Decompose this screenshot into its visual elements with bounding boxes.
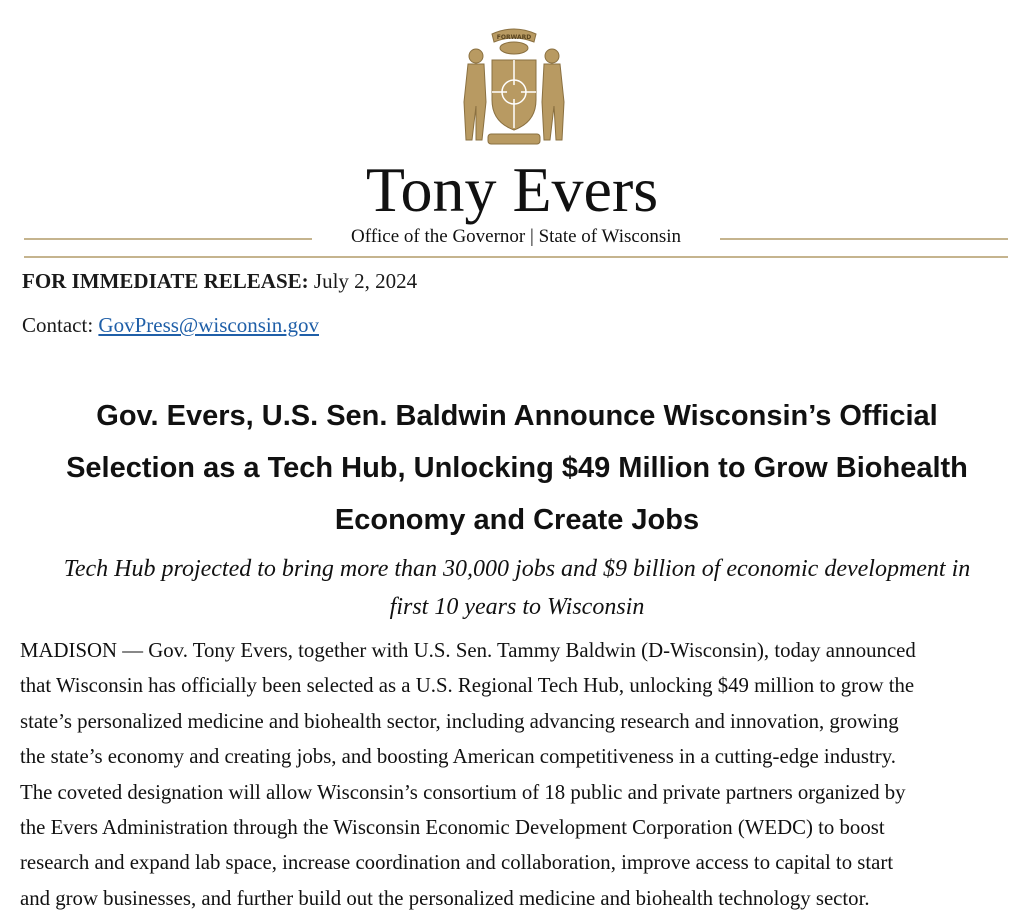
contact-email-link[interactable]: GovPress@wisconsin.gov (98, 313, 319, 337)
release-line (22, 266, 417, 296)
headline-line: Selection as a Tech Hub, Unlocking $49 Million to Grow Biohealth (66, 452, 968, 484)
letterhead (0, 0, 1024, 262)
body-line: MADISON — Gov. Tony Evers, together with U.S. Sen. Tammy Baldwin (D-Wisconsin), today announced (20, 639, 916, 662)
release-label: FOR IMMEDIATE RELEASE: (22, 269, 309, 293)
gold-divider-full (24, 256, 1008, 258)
body-line: the Evers Administration through the Wisconsin Economic Development Corporation (WEDC) to boost (20, 816, 885, 840)
body-paragraph (20, 633, 1010, 916)
headline-line: Gov. Evers, U.S. Sen. Baldwin Announce Wisconsin’s Official (96, 400, 938, 432)
subheadline-line: first 10 years to Wisconsin (389, 594, 645, 620)
contact-line (22, 310, 319, 340)
headline-line: Economy and Create Jobs (334, 504, 700, 536)
subheadline (20, 550, 1014, 626)
office-subtitle: Office of the Governor | State of Wisconsin (350, 226, 681, 247)
body-line: state’s personalized medicine and biohealth sector, including advancing research and innovation, growing (20, 709, 899, 733)
body-line: research and expand lab space, increase coordination and collaboration, improve access to capital to start (20, 851, 894, 875)
gold-divider-right (720, 238, 1008, 240)
wisconsin-seal-icon (448, 22, 580, 160)
body-line: The coveted designation will allow Wisconsin’s consortium of 18 public and private partners organized by (20, 780, 906, 804)
governor-name: Tony Evers (365, 154, 659, 225)
svg-text:FORWARD: FORWARD (496, 34, 532, 41)
subheadline-line: Tech Hub projected to bring more than 30,000 jobs and $9 billion of economic development in (63, 556, 971, 582)
release-date: July 2, 2024 (313, 269, 418, 293)
body-line: that Wisconsin has officially been selected as a U.S. Regional Tech Hub, unlocking $49 million to grow the (20, 674, 915, 698)
gold-divider-left (24, 238, 312, 240)
contact-label: Contact: (22, 313, 94, 337)
headline (20, 390, 1014, 546)
body-line: the state’s economy and creating jobs, and boosting American competitiveness in a cutting-edge industry. (20, 745, 896, 769)
body-line: and grow businesses, and further build out the personalized medicine and biohealth technology sector. (20, 886, 870, 910)
